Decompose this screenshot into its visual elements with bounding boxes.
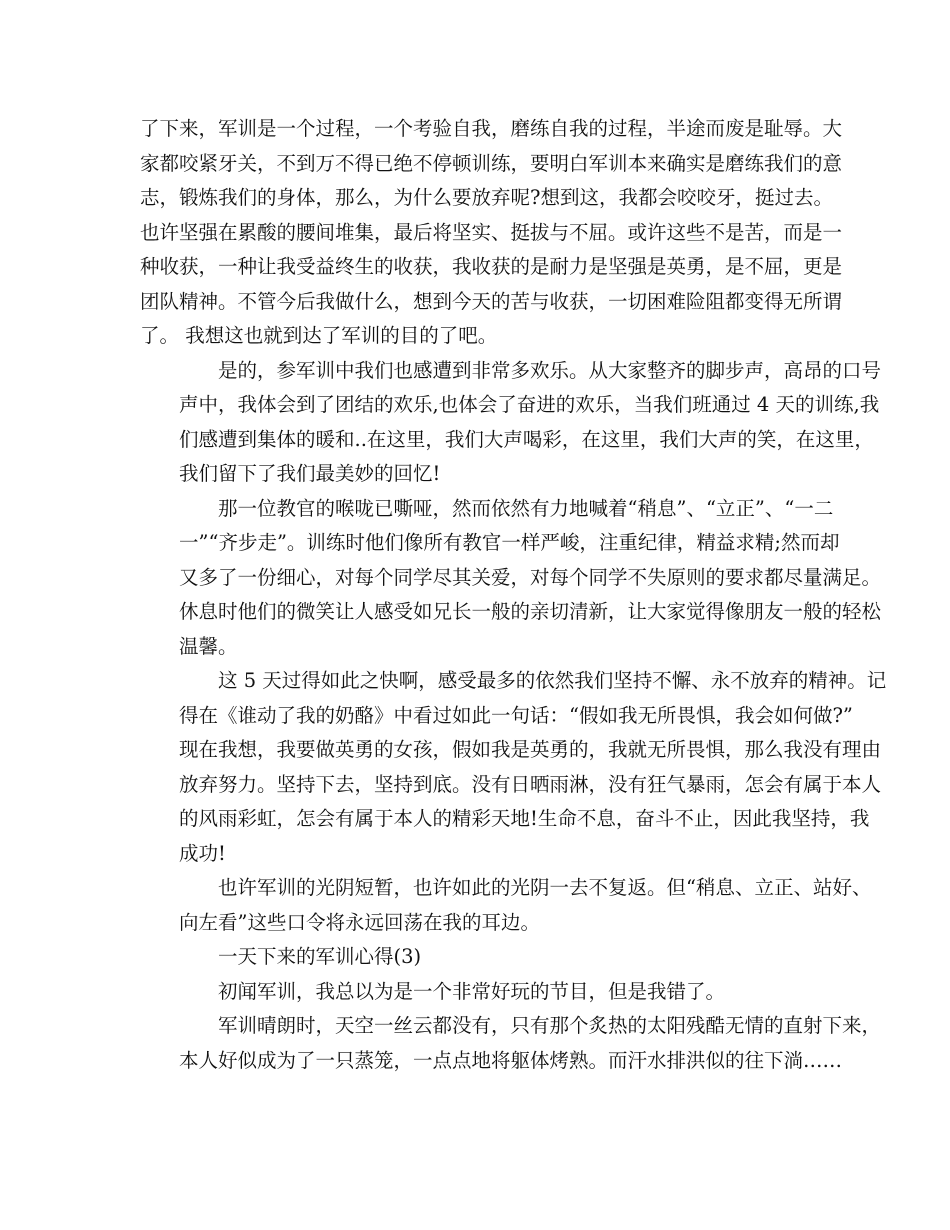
paragraph	[140, 112, 843, 354]
text-line: 们感遭到集体的暖和..在这里，我们大声喝彩，在这里，我们大声的笑，在这里，	[179, 427, 874, 451]
text-line: 温馨。	[179, 634, 238, 658]
paragraph	[140, 354, 882, 492]
text-line: 声中，我体会到了团结的欢乐,也体会了奋进的欢乐，当我们班通过 4 天的训练,我	[179, 393, 880, 416]
text-line: 本人好似成为了一只蒸笼，一点点地将躯体烤熟。而汗水排洪似的往下淌……	[179, 1048, 843, 1072]
text-line: 又多了一份细心，对每个同学尽其关爱，对每个同学不失原则的要求都尽量满足。	[179, 565, 882, 589]
text-line: 这 5 天过得如此之快啊，感受最多的依然我们坚持不懈、永不放弃的精神。记	[218, 669, 887, 692]
text-line: 初闻军训，我总以为是一个非常好玩的节目，但是我错了。	[218, 979, 726, 1003]
text-line: 我们留下了我们最美妙的回忆!	[179, 462, 441, 485]
text-line: 种收获，一种让我受益终生的收获，我收获的是耐力是坚强是英勇，是不屈，更是	[140, 255, 843, 278]
text-line: 家都咬紧牙关，不到万不得已绝不停顿训练，要明白军训本来确实是磨练我们的意	[140, 151, 843, 175]
paragraph	[140, 975, 818, 1010]
text-line: 团队精神。不管今后我做什么，想到今天的苦与收获，一切困难险阻都变得无所谓	[140, 289, 843, 313]
text-line: 成功!	[179, 841, 226, 865]
section-heading	[140, 940, 818, 975]
paragraph	[140, 871, 872, 940]
text-line: 了下来，军训是一个过程，一个考验自我，磨练自我的过程，半途而废是耻辱。大	[140, 117, 843, 140]
text-line: 一天下来的军训心得(3)	[218, 945, 422, 968]
text-line: 也许军训的光阴短暂，也许如此的光阴一去不复返。但“稍息、立正、站好、	[218, 876, 872, 899]
text-line: 的风雨彩虹，怎会有属于本人的精彩天地!生命不息，奋斗不止，因此我坚持，我	[179, 807, 870, 830]
text-line: 放弃努力。坚持下去，坚持到底。没有日晒雨淋，没有狂气暴雨，怎会有属于本人	[179, 772, 882, 796]
text-line: 休息时他们的微笑让人感受如兄长一般的亲切清新，让大家觉得像朋友一般的轻松	[179, 600, 882, 623]
text-line: 了。 我想这也就到达了军训的目的了吧。	[140, 324, 498, 347]
text-line: 得在《谁动了我的奶酪》中看过如此一句话：“假如我无所畏惧，我会如何做?”	[179, 703, 853, 727]
paragraph	[140, 664, 887, 871]
text-line: 现在我想，我要做英勇的女孩，假如我是英勇的，我就无所畏惧，那么我没有理由	[179, 738, 882, 761]
text-line: 志，锻炼我们的身体，那么，为什么要放弃呢?想到这，我都会咬咬牙，挺过去。	[140, 186, 833, 209]
document-body	[140, 112, 887, 1078]
text-line: 也许坚强在累酸的腰间堆集，最后将坚实、挺拔与不屈。或许这些不是苦，而是一	[140, 220, 843, 244]
paragraph	[140, 492, 882, 665]
text-line: 一”“齐步走”。训练时他们像所有教官一样严峻，注重纪律，精益求精;然而却	[179, 531, 840, 554]
text-line: 军训晴朗时，天空一丝云都没有，只有那个炙热的太阳残酷无情的直射下来，	[218, 1014, 882, 1037]
text-line: 那一位教官的喉咙已嘶哑，然而依然有力地喊着“稍息”、“立正”、“一二	[218, 496, 834, 520]
paragraph	[140, 1009, 882, 1078]
text-line: 是的，参军训中我们也感遭到非常多欢乐。从大家整齐的脚步声，高昂的口号	[218, 358, 882, 382]
text-line: 向左看”这些口令将永远回荡在我的耳边。	[179, 910, 540, 934]
